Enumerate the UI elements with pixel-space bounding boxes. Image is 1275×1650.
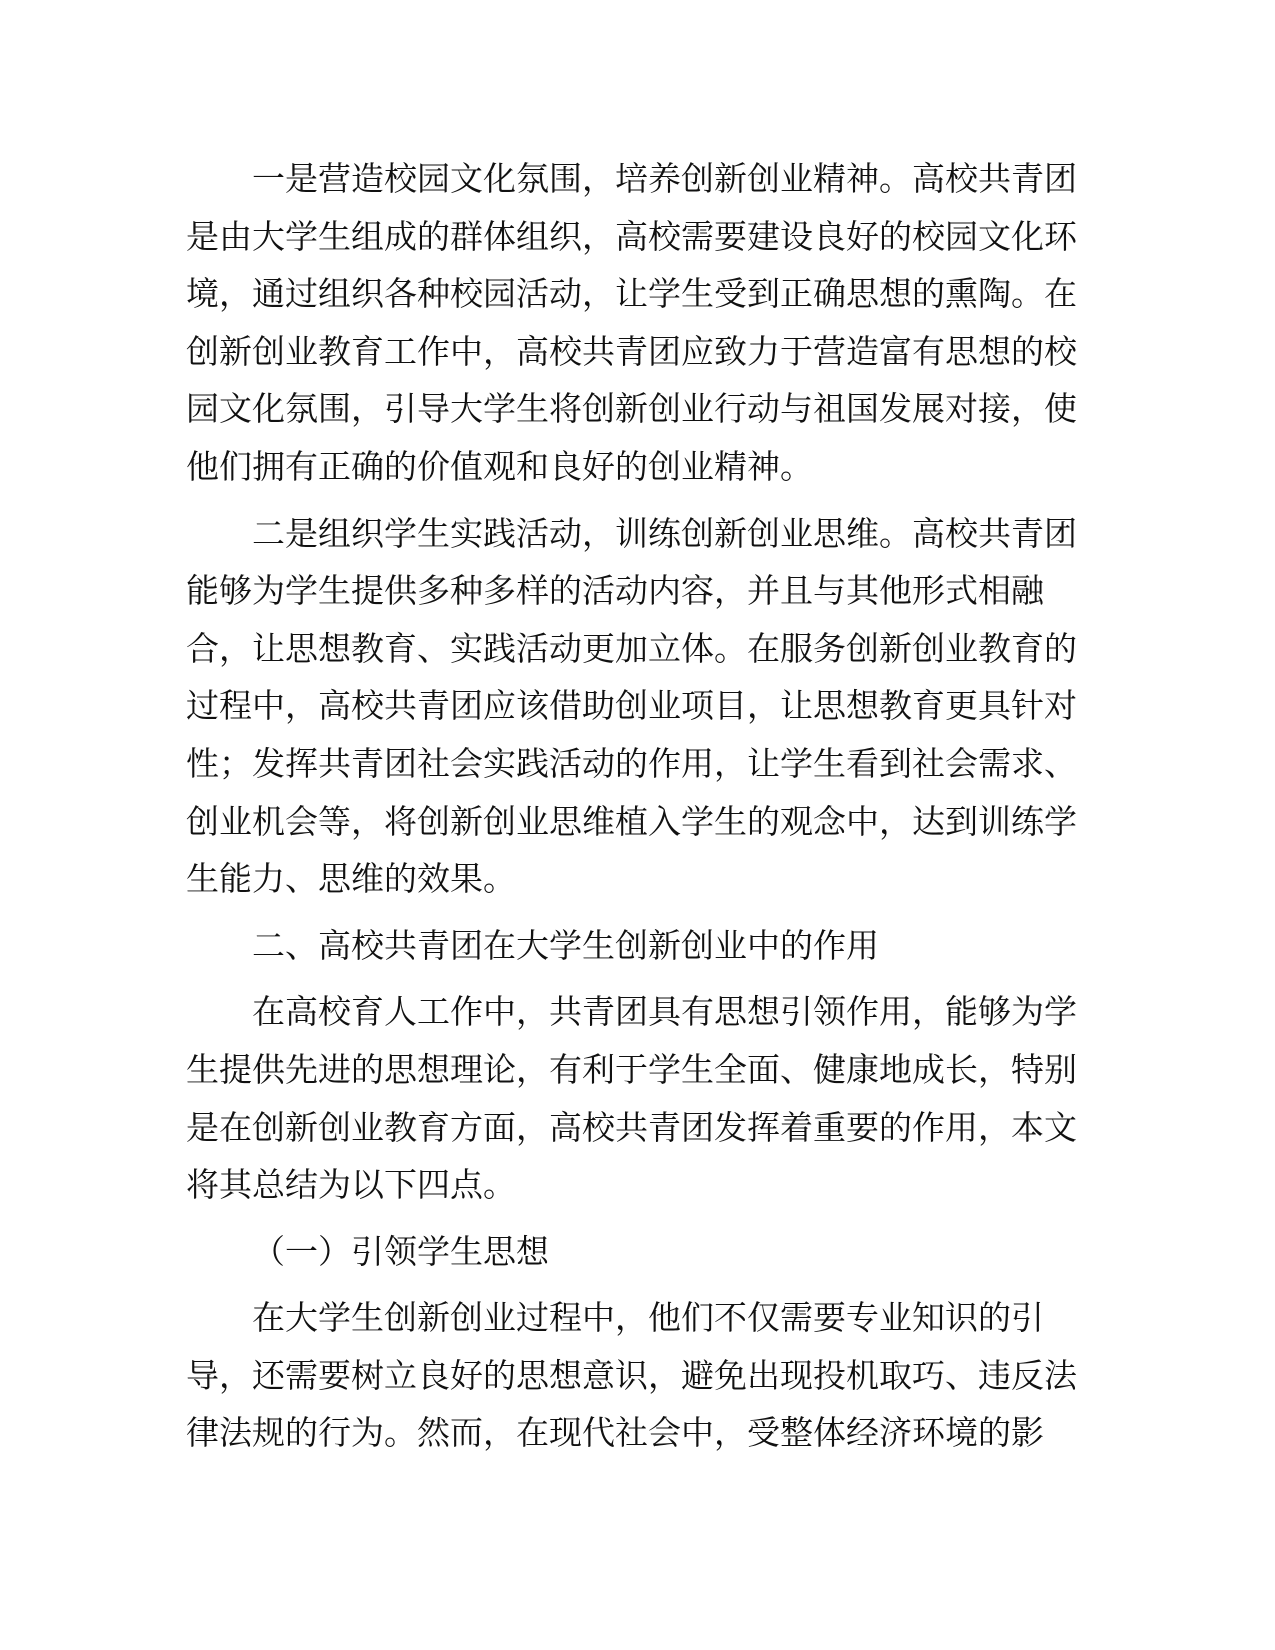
paragraph-campus-culture xyxy=(186,150,1092,496)
text-line: 是在创新创业教育方面，高校共青团发挥着重要的作用，本文 xyxy=(186,1107,1077,1147)
text-line: 将其总结为以下四点。 xyxy=(186,1165,516,1205)
subsection-heading xyxy=(186,1223,1092,1281)
text-line: 是由大学生组成的群体组织，高校需要建设良好的校园文化环 xyxy=(186,216,1077,256)
text-line: 二是组织学生实践活动，训练创新创业思维。高校共青团 xyxy=(252,513,1077,553)
subsection-heading-text: （一）引领学生思想 xyxy=(252,1231,549,1271)
text-line: 在高校育人工作中，共青团具有思想引领作用，能够为学 xyxy=(252,992,1077,1032)
text-line: 过程中，高校共青团应该借助创业项目，让思想教育更具针对 xyxy=(186,686,1077,726)
text-line: 他们拥有正确的价值观和良好的创业精神。 xyxy=(186,446,813,486)
paragraph-practice-activities xyxy=(186,505,1092,908)
text-line: 合，让思想教育、实践活动更加立体。在服务创新创业教育的 xyxy=(186,628,1077,668)
document-body xyxy=(186,150,1092,1462)
text-line: 生能力、思维的效果。 xyxy=(186,859,516,899)
text-line: 境，通过组织各种校园活动，让学生受到正确思想的熏陶。在 xyxy=(186,274,1077,314)
text-line: 在大学生创新创业过程中，他们不仅需要专业知识的引 xyxy=(252,1298,1044,1338)
text-line: 能够为学生提供多种多样的活动内容，并且与其他形式相融 xyxy=(186,571,1044,611)
text-line: 创业机会等，将创新创业思维植入学生的观念中，达到训练学 xyxy=(186,801,1077,841)
text-line: 律法规的行为。然而，在现代社会中，受整体经济环境的影 xyxy=(186,1413,1044,1453)
text-line: 导，还需要树立良好的思想意识，避免出现投机取巧、违反法 xyxy=(186,1355,1077,1395)
text-line: 园文化氛围，引导大学生将创新创业行动与祖国发展对接，使 xyxy=(186,389,1077,429)
text-line: 生提供先进的思想理论，有利于学生全面、健康地成长，特别 xyxy=(186,1049,1077,1089)
section-heading-text: 二、高校共青团在大学生创新创业中的作用 xyxy=(252,925,879,965)
paragraph-student-thought xyxy=(186,1289,1092,1462)
text-line: 创新创业教育工作中，高校共青团应致力于营造富有思想的校 xyxy=(186,331,1077,371)
section-heading xyxy=(186,917,1092,975)
paragraph-ideological-leadership xyxy=(186,983,1092,1213)
text-line: 一是营造校园文化氛围，培养创新创业精神。高校共青团 xyxy=(252,159,1077,198)
text-line: 性；发挥共青团社会实践活动的作用，让学生看到社会需求、 xyxy=(186,743,1077,783)
